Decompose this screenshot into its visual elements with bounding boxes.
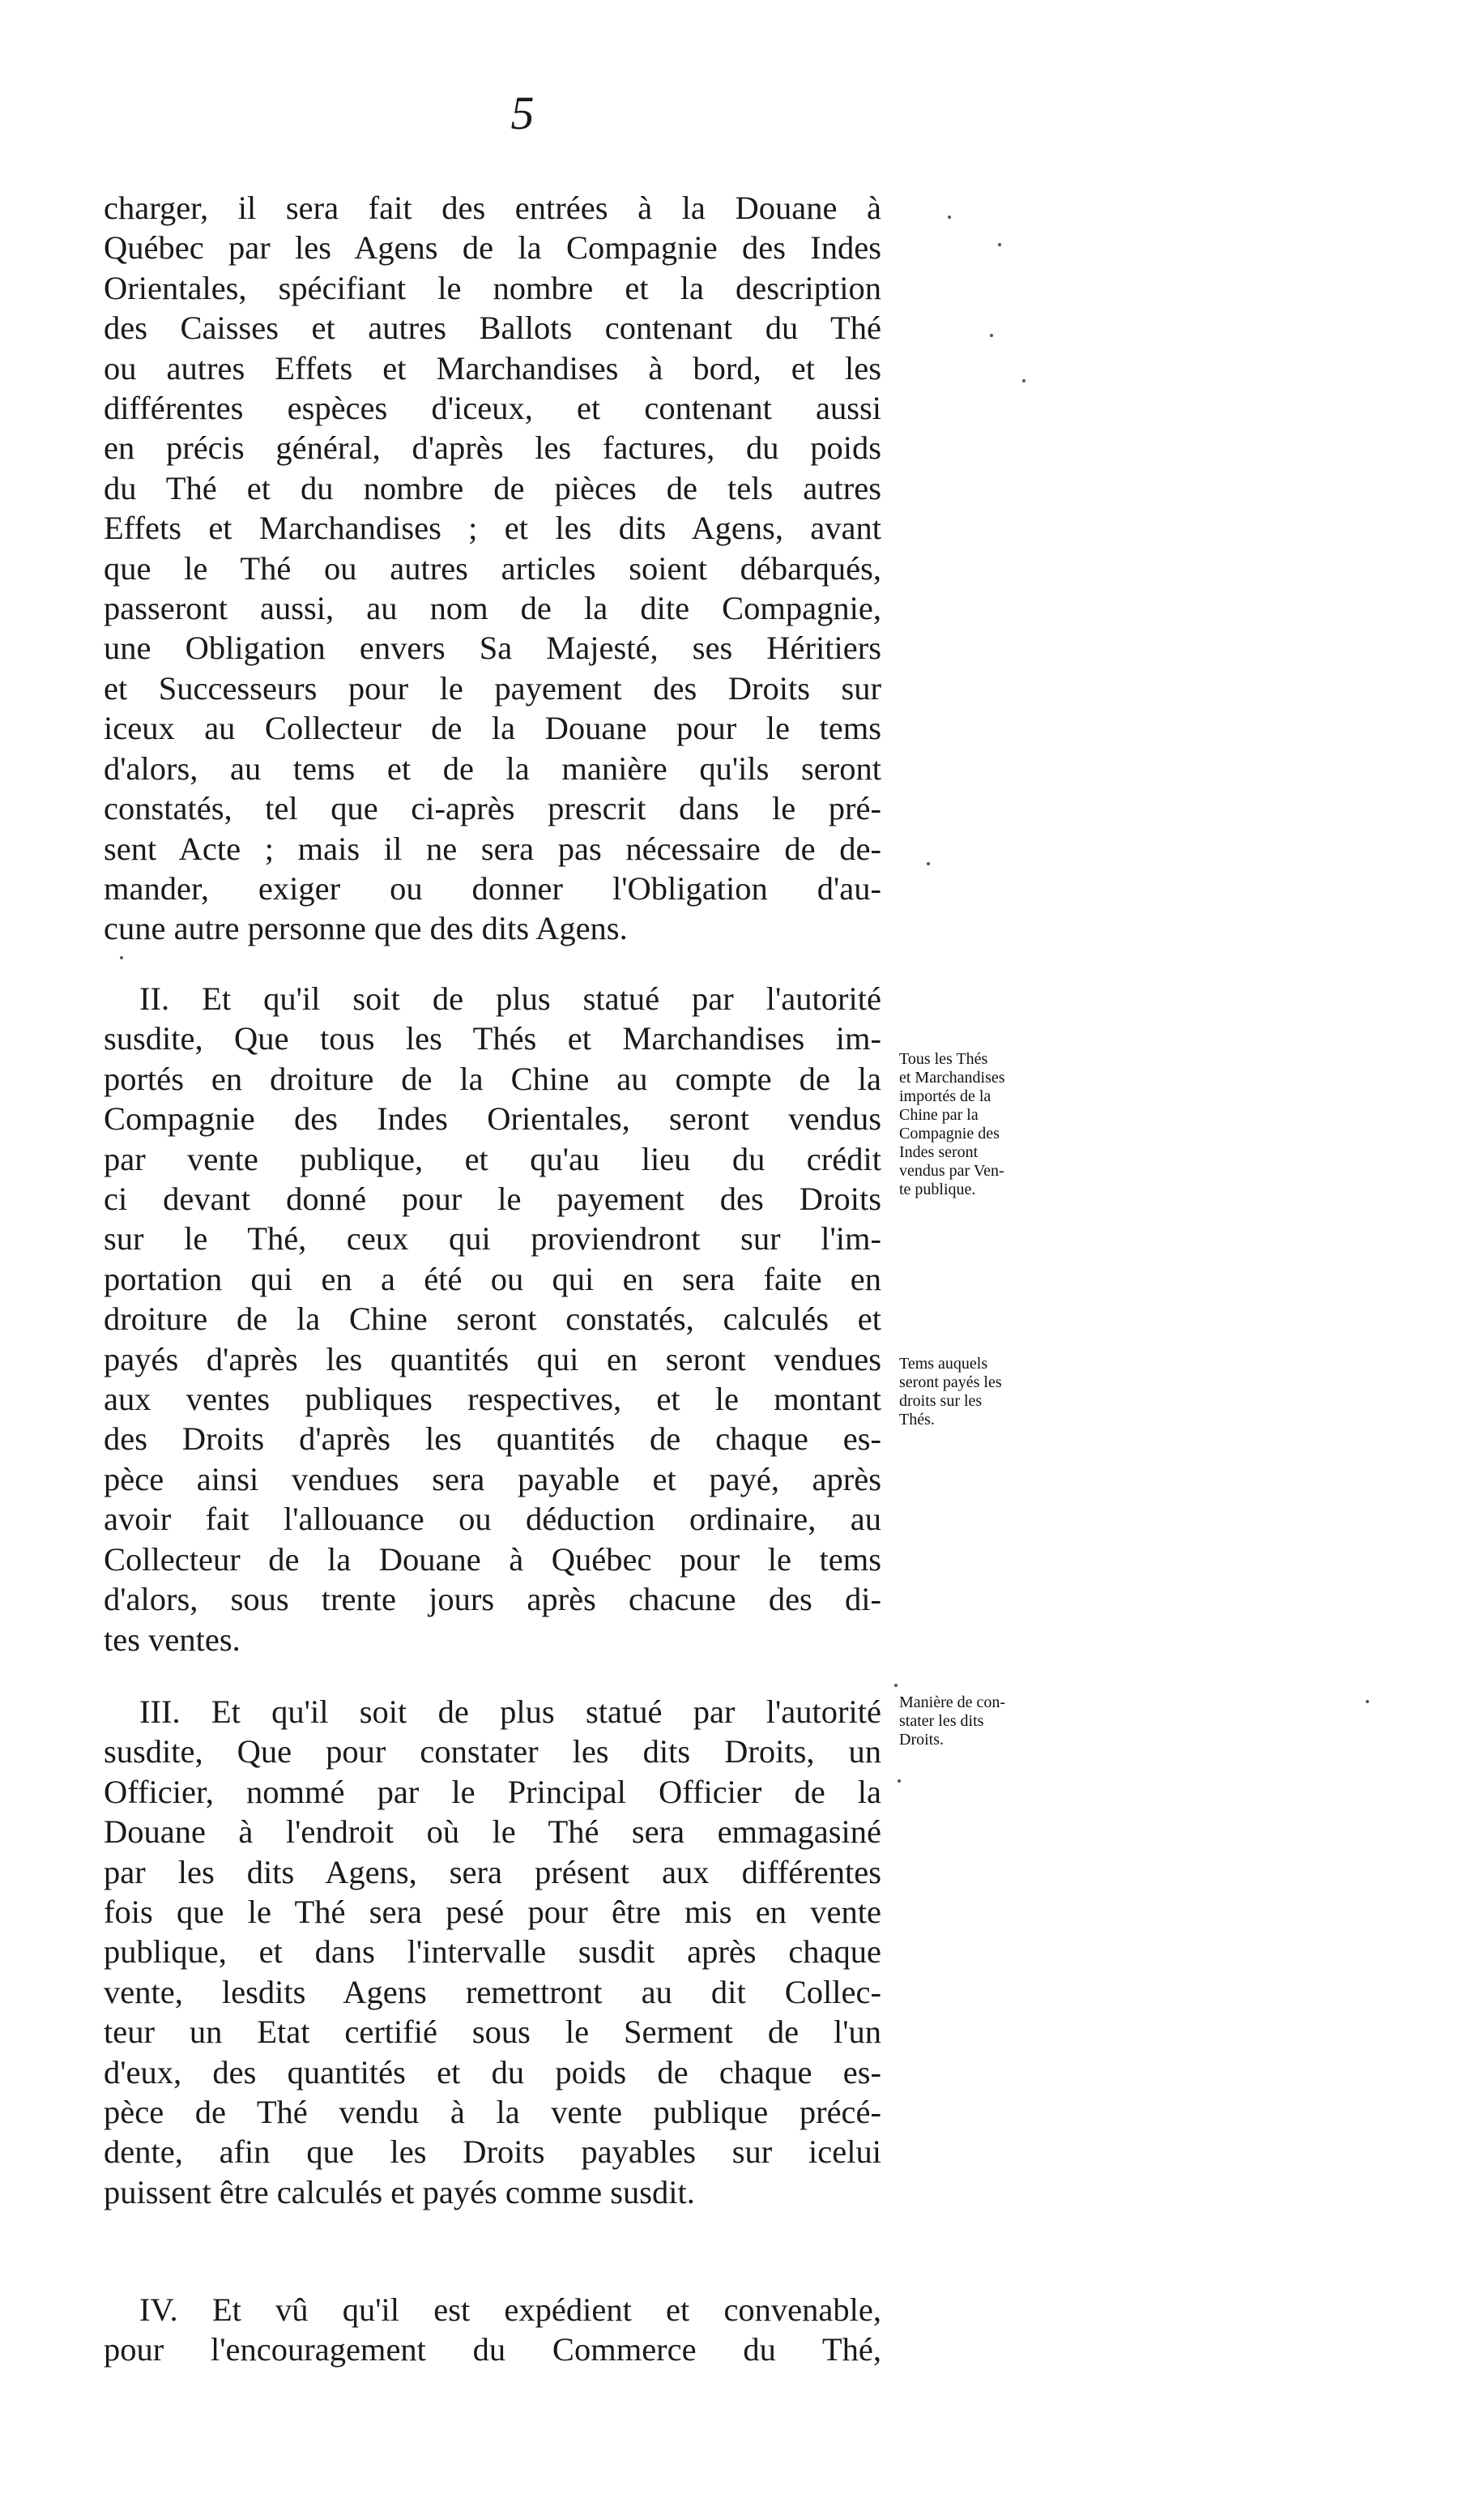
margin-note-line: importés de la bbox=[899, 1087, 991, 1105]
scan-speck bbox=[120, 956, 123, 959]
text-line: en précis général, d'après les factures, du poids bbox=[104, 429, 881, 467]
margin-note-line: Compagnie des bbox=[899, 1125, 1000, 1142]
section-ii bbox=[104, 979, 881, 1659]
text-line: iceux au Collecteur de la Douane pour le tems bbox=[104, 710, 881, 747]
text-line: charger, il sera fait des entrées à la Douane à bbox=[104, 190, 881, 226]
text-line: une Obligation envers Sa Majesté, ses Héritiers bbox=[104, 630, 881, 667]
text-line: d'alors, sous trente jours après chacune des di- bbox=[104, 1581, 881, 1618]
margin-note-line: et Marchandises bbox=[899, 1069, 1005, 1087]
text-line: pour l'encouragement du Commerce du Thé, bbox=[104, 2331, 881, 2368]
text-line: II. Et qu'il soit de plus statué par l'autorité bbox=[139, 980, 881, 1017]
text-line: susdite, Que pour constater les dits Droits, un bbox=[104, 1733, 881, 1770]
scan-speck bbox=[894, 1684, 898, 1687]
text-line: pèce ainsi vendues sera payable et payé, après bbox=[104, 1460, 881, 1497]
text-line: publique, et dans l'intervalle susdit après chaque bbox=[104, 1933, 881, 1971]
text-line: portation qui en a été ou qui en sera faite en bbox=[104, 1260, 881, 1297]
scan-speck bbox=[998, 243, 1001, 246]
text-line: susdite, Que tous les Thés et Marchandises im- bbox=[104, 1020, 881, 1057]
margin-note bbox=[899, 1050, 1061, 1199]
margin-note bbox=[899, 1355, 1061, 1429]
text-line: portés en droiture de la Chine au compte de la bbox=[104, 1060, 881, 1097]
text-line: Effets et Marchandises ; et les dits Agens, avant bbox=[104, 510, 881, 547]
margin-note-line: Droits. bbox=[899, 1731, 944, 1749]
text-line: Douane à l'endroit où le Thé sera emmagasiné bbox=[104, 1813, 881, 1851]
text-line: sur le Thé, ceux qui proviendront sur l'im- bbox=[104, 1220, 881, 1258]
section-iii bbox=[104, 1692, 881, 2212]
text-line: dente, afin que les Droits payables sur icelui bbox=[104, 2133, 881, 2171]
text-line: par les dits Agens, sera présent aux différentes bbox=[104, 1853, 881, 1890]
margin-note-line: droits sur les bbox=[899, 1392, 983, 1410]
text-line: III. Et qu'il soit de plus statué par l'autorité bbox=[139, 1693, 881, 1730]
margin-note bbox=[899, 1693, 1061, 1749]
margin-note-line: seront payés les bbox=[899, 1373, 1002, 1391]
margin-note-line: Tems auquels bbox=[899, 1355, 988, 1373]
text-line: aux ventes publiques respectives, et le montant bbox=[104, 1381, 881, 1418]
text-line: droiture de la Chine seront constatés, calculés et bbox=[104, 1300, 881, 1338]
margin-note-line: stater les dits bbox=[899, 1712, 984, 1730]
text-line: constatés, tel que ci-après prescrit dans le pré- bbox=[104, 790, 881, 827]
text-line: tes ventes. bbox=[104, 1621, 241, 1658]
text-line: que le Thé ou autres articles soient débarqués, bbox=[104, 549, 881, 587]
text-line: fois que le Thé sera pesé pour être mis en vente bbox=[104, 1894, 881, 1931]
text-line: Québec par les Agens de la Compagnie des Indes bbox=[104, 229, 881, 267]
text-line: vente, lesdits Agens remettront au dit Collec- bbox=[104, 1973, 881, 2010]
text-line: sent Acte ; mais il ne sera pas nécessaire de de- bbox=[104, 830, 881, 867]
text-line: d'alors, au tems et de la manière qu'ils seront bbox=[104, 749, 881, 787]
text-line: des Caisses et autres Ballots contenant du Thé bbox=[104, 310, 881, 347]
text-line: mander, exiger ou donner l'Obligation d'au- bbox=[104, 869, 881, 907]
margin-note-line: Indes seront bbox=[899, 1143, 979, 1161]
text-line: payés d'après les quantités qui en seront vendues bbox=[104, 1340, 881, 1377]
text-line: Compagnie des Indes Orientales, seront vendus bbox=[104, 1100, 881, 1138]
scan-speck bbox=[948, 216, 951, 219]
scan-speck bbox=[898, 1779, 901, 1783]
margin-note-line: te publique. bbox=[899, 1181, 976, 1198]
scan-speck bbox=[1366, 1700, 1369, 1703]
text-line: Orientales, spécifiant le nombre et la description bbox=[104, 269, 881, 306]
text-line: ou autres Effets et Marchandises à bord, et les bbox=[104, 349, 881, 386]
text-line: IV. Et vû qu'il est expédient et convenable, bbox=[139, 2291, 881, 2328]
scan-speck bbox=[927, 862, 930, 865]
margin-note-line: Chine par la bbox=[899, 1106, 979, 1124]
page-number: 5 bbox=[510, 87, 535, 139]
text-line: ci devant donné pour le payement des Droits bbox=[104, 1181, 881, 1218]
margin-note-line: vendus par Ven- bbox=[899, 1162, 1004, 1180]
margin-note-line: Tous les Thés bbox=[899, 1050, 988, 1068]
text-line: puissent être calculés et payés comme susdit. bbox=[104, 2173, 695, 2210]
margin-note-line: Thés. bbox=[899, 1411, 935, 1428]
text-line: du Thé et du nombre de pièces de tels autres bbox=[104, 469, 881, 506]
text-line: passeront aussi, au nom de la dite Compagnie, bbox=[104, 590, 881, 627]
margin-note-line: Manière de con- bbox=[899, 1693, 1006, 1711]
text-line: Officier, nommé par le Principal Officier de la bbox=[104, 1773, 881, 1810]
text-line: des Droits d'après les quantités de chaque es- bbox=[104, 1420, 881, 1458]
text-line: Collecteur de la Douane à Québec pour le tems bbox=[104, 1540, 881, 1578]
text-line: par vente publique, et qu'au lieu du crédit bbox=[104, 1140, 881, 1177]
scan-speck bbox=[990, 334, 993, 337]
text-line: avoir fait l'allouance ou déduction ordinaire, au bbox=[104, 1501, 881, 1538]
text-line: cune autre personne que des dits Agens. bbox=[104, 910, 628, 947]
text-line: différentes espèces d'iceux, et contenant aussi bbox=[104, 390, 881, 427]
section-iv bbox=[104, 2290, 881, 2370]
text-line: teur un Etat certifié sous le Serment de l'un bbox=[104, 2014, 881, 2051]
paragraph-continuation bbox=[104, 188, 881, 949]
text-line: pèce de Thé vendu à la vente publique précé- bbox=[104, 2094, 881, 2131]
scan-speck bbox=[1022, 379, 1026, 382]
text-line: d'eux, des quantités et du poids de chaque es- bbox=[104, 2053, 881, 2090]
text-line: et Successeurs pour le payement des Droits sur bbox=[104, 669, 881, 707]
